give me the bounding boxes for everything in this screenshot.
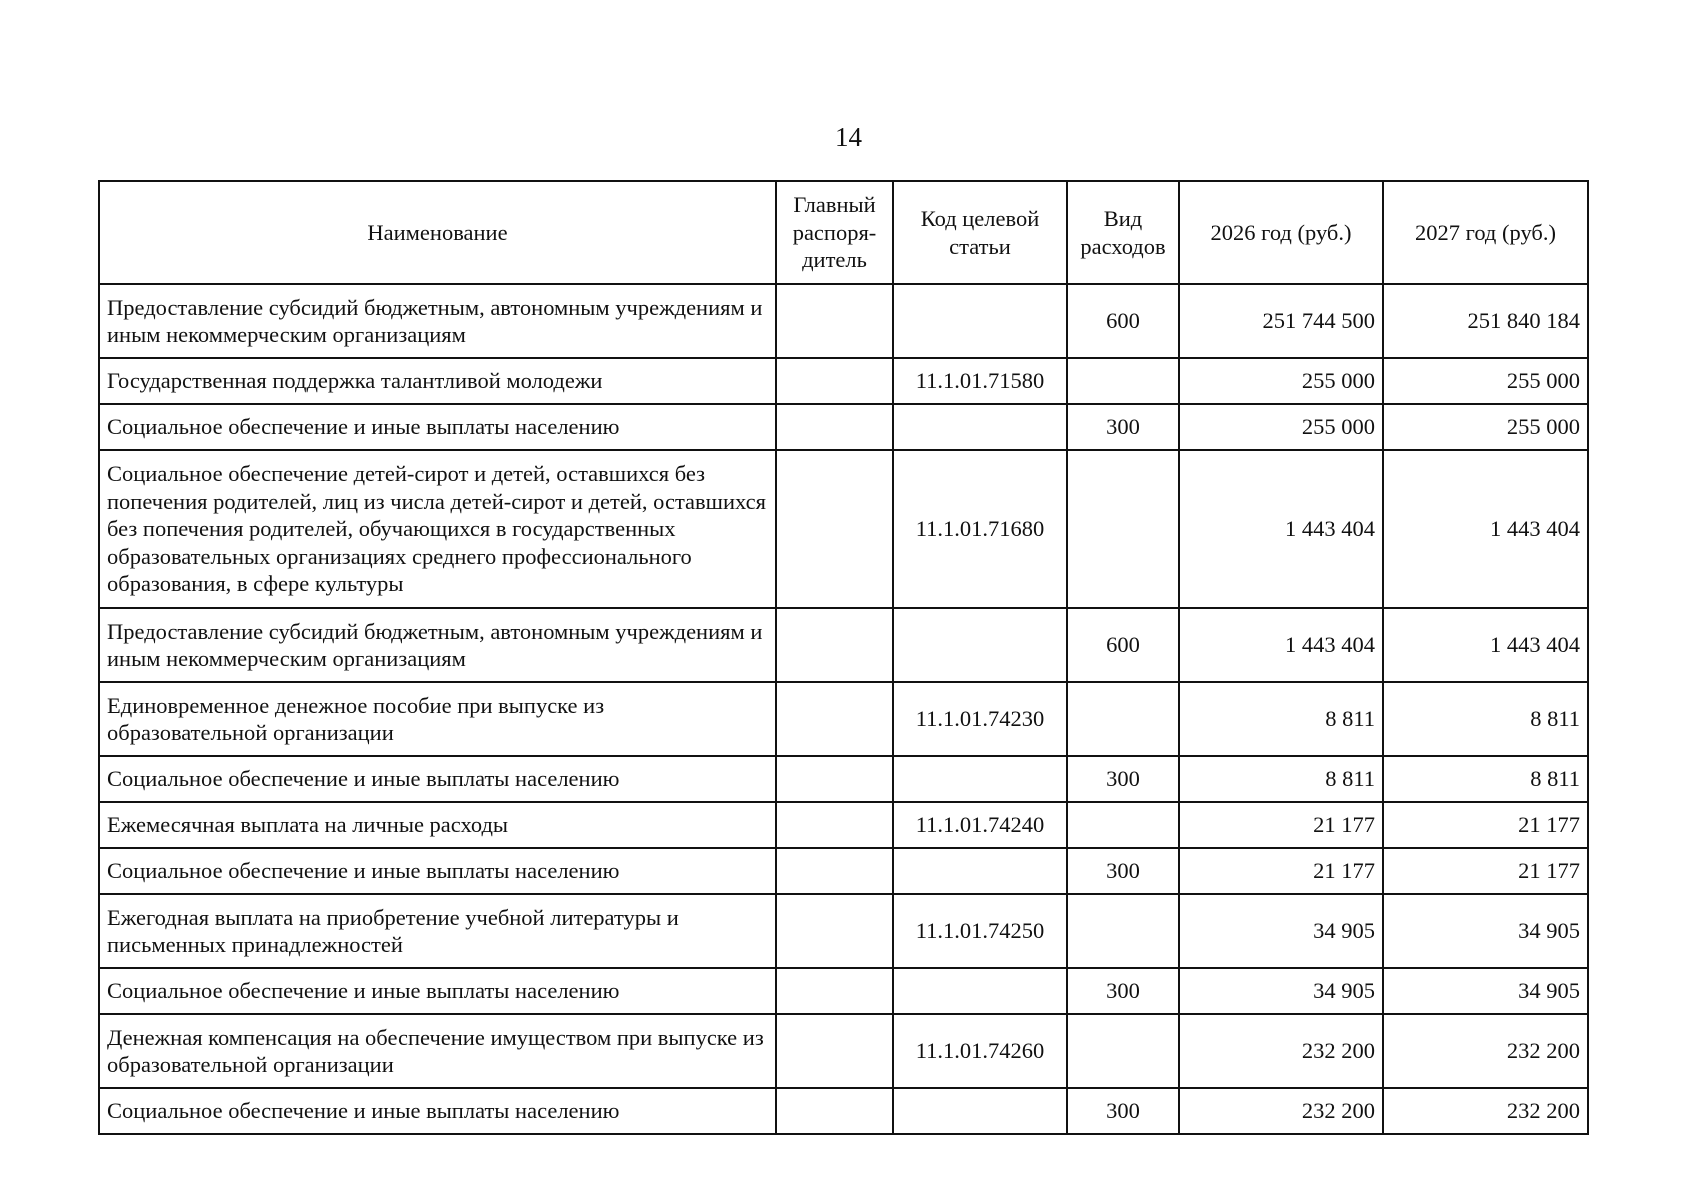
cell-manager — [776, 848, 893, 894]
cell-name: Ежегодная выплата на приобретение учебной литературы и письменных принадлежностей — [99, 894, 776, 968]
cell-2027: 1 443 404 — [1383, 608, 1588, 682]
cell-manager — [776, 284, 893, 358]
cell-name: Социальное обеспечение детей-сирот и детей, оставшихся без попечения родителей, лиц из числа детей-сирот и детей, оставшихся без попечения родителей, обучающихся в государственных образовательных организациях среднего профессионального образования, в сфере культуры — [99, 450, 776, 608]
page-number: 14 — [835, 122, 862, 152]
cell-manager — [776, 404, 893, 450]
table-row — [99, 894, 1588, 968]
header-2027: 2027 год (руб.) — [1383, 181, 1588, 284]
cell-2026: 8 811 — [1179, 756, 1383, 802]
cell-kind — [1067, 450, 1179, 608]
cell-manager — [776, 1088, 893, 1134]
table-row — [99, 1014, 1588, 1088]
cell-2026: 21 177 — [1179, 848, 1383, 894]
cell-2026: 8 811 — [1179, 682, 1383, 756]
header-code: Код целевой статьи — [893, 181, 1067, 284]
cell-2027: 255 000 — [1383, 404, 1588, 450]
cell-2026: 255 000 — [1179, 358, 1383, 404]
cell-2026: 34 905 — [1179, 894, 1383, 968]
cell-2026: 255 000 — [1179, 404, 1383, 450]
table-row — [99, 450, 1588, 608]
cell-kind: 600 — [1067, 284, 1179, 358]
cell-code — [893, 608, 1067, 682]
budget-table — [98, 180, 1589, 1135]
header-manager: Главный распоря-дитель — [776, 181, 893, 284]
cell-manager — [776, 894, 893, 968]
cell-kind: 300 — [1067, 1088, 1179, 1134]
cell-code: 11.1.01.74240 — [893, 802, 1067, 848]
cell-manager — [776, 682, 893, 756]
cell-2027: 21 177 — [1383, 802, 1588, 848]
cell-kind — [1067, 802, 1179, 848]
cell-2027: 8 811 — [1383, 756, 1588, 802]
cell-2027: 21 177 — [1383, 848, 1588, 894]
cell-name: Социальное обеспечение и иные выплаты населению — [99, 404, 776, 450]
cell-name: Социальное обеспечение и иные выплаты населению — [99, 1088, 776, 1134]
cell-manager — [776, 802, 893, 848]
cell-code — [893, 284, 1067, 358]
cell-name: Социальное обеспечение и иные выплаты населению — [99, 968, 776, 1014]
cell-2027: 251 840 184 — [1383, 284, 1588, 358]
table-row — [99, 968, 1588, 1014]
cell-2027: 232 200 — [1383, 1088, 1588, 1134]
table-row — [99, 404, 1588, 450]
cell-name: Предоставление субсидий бюджетным, автономным учреждениям и иным некоммерческим организациям — [99, 284, 776, 358]
table-row — [99, 682, 1588, 756]
cell-2027: 1 443 404 — [1383, 450, 1588, 608]
cell-manager — [776, 756, 893, 802]
cell-name: Социальное обеспечение и иные выплаты населению — [99, 848, 776, 894]
cell-code: 11.1.01.74260 — [893, 1014, 1067, 1088]
cell-code — [893, 848, 1067, 894]
cell-code — [893, 756, 1067, 802]
cell-kind — [1067, 1014, 1179, 1088]
cell-2027: 232 200 — [1383, 1014, 1588, 1088]
cell-name: Единовременное денежное пособие при выпуске из образовательной организации — [99, 682, 776, 756]
cell-manager — [776, 968, 893, 1014]
table-row — [99, 848, 1588, 894]
cell-2027: 8 811 — [1383, 682, 1588, 756]
cell-kind — [1067, 358, 1179, 404]
cell-manager — [776, 450, 893, 608]
cell-code: 11.1.01.74250 — [893, 894, 1067, 968]
table-header-row — [99, 181, 1588, 284]
cell-code — [893, 968, 1067, 1014]
cell-kind — [1067, 682, 1179, 756]
cell-2026: 1 443 404 — [1179, 608, 1383, 682]
cell-code: 11.1.01.71580 — [893, 358, 1067, 404]
cell-code: 11.1.01.71680 — [893, 450, 1067, 608]
cell-name: Ежемесячная выплата на личные расходы — [99, 802, 776, 848]
cell-kind: 300 — [1067, 404, 1179, 450]
cell-manager — [776, 358, 893, 404]
cell-kind: 300 — [1067, 848, 1179, 894]
table-row — [99, 802, 1588, 848]
cell-name: Денежная компенсация на обеспечение имуществом при выпуске из образовательной организации — [99, 1014, 776, 1088]
cell-name: Государственная поддержка талантливой молодежи — [99, 358, 776, 404]
cell-code: 11.1.01.74230 — [893, 682, 1067, 756]
header-name: Наименование — [99, 181, 776, 284]
table-row — [99, 358, 1588, 404]
table-row — [99, 284, 1588, 358]
cell-2026: 21 177 — [1179, 802, 1383, 848]
cell-manager — [776, 1014, 893, 1088]
header-2026: 2026 год (руб.) — [1179, 181, 1383, 284]
cell-code — [893, 1088, 1067, 1134]
cell-name: Предоставление субсидий бюджетным, автономным учреждениям и иным некоммерческим организациям — [99, 608, 776, 682]
cell-kind: 600 — [1067, 608, 1179, 682]
table-row — [99, 1088, 1588, 1134]
cell-2026: 232 200 — [1179, 1014, 1383, 1088]
cell-2026: 34 905 — [1179, 968, 1383, 1014]
cell-code — [893, 404, 1067, 450]
cell-2027: 34 905 — [1383, 894, 1588, 968]
cell-manager — [776, 608, 893, 682]
table-row — [99, 608, 1588, 682]
cell-kind — [1067, 894, 1179, 968]
cell-2027: 255 000 — [1383, 358, 1588, 404]
table-row — [99, 756, 1588, 802]
cell-name: Социальное обеспечение и иные выплаты населению — [99, 756, 776, 802]
cell-2027: 34 905 — [1383, 968, 1588, 1014]
header-kind: Вид расходов — [1067, 181, 1179, 284]
cell-kind: 300 — [1067, 756, 1179, 802]
cell-2026: 251 744 500 — [1179, 284, 1383, 358]
cell-2026: 1 443 404 — [1179, 450, 1383, 608]
cell-2026: 232 200 — [1179, 1088, 1383, 1134]
cell-kind: 300 — [1067, 968, 1179, 1014]
